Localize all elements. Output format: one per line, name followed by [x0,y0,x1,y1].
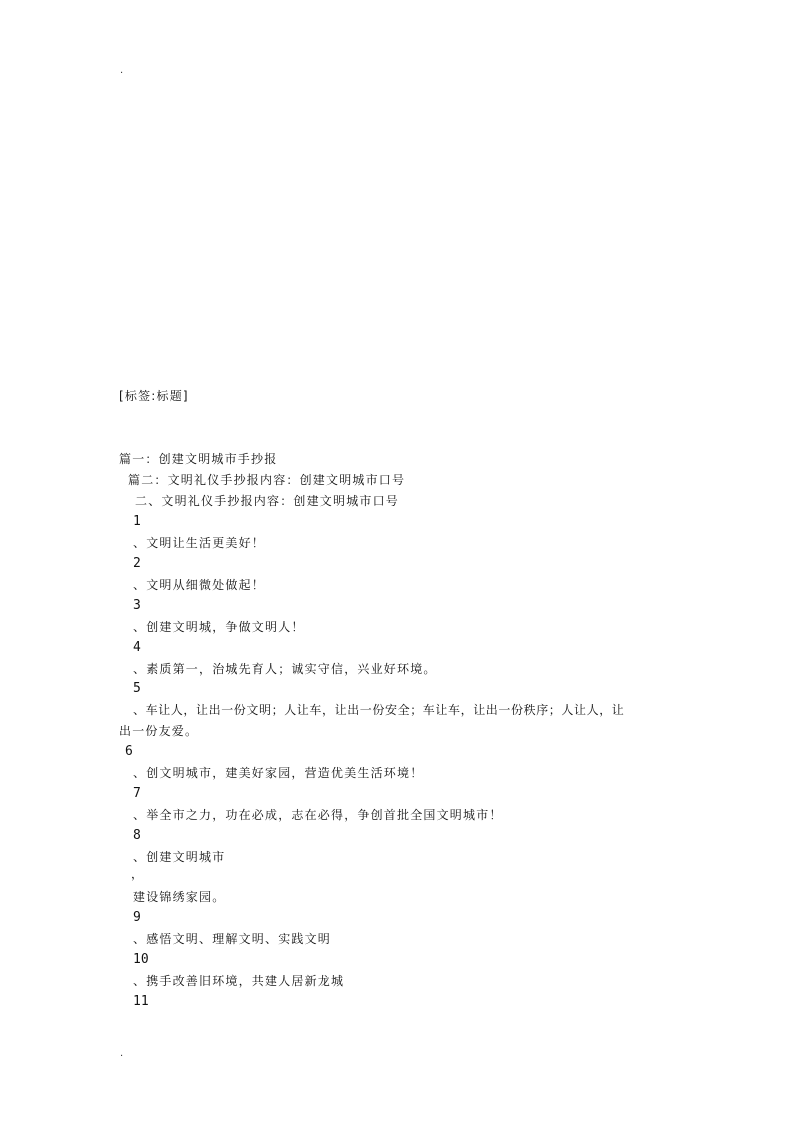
item-text: 、文明从细微处做起！ [133,578,266,592]
item-text: 、感悟文明、理解文明、实践文明 [133,932,332,946]
item-number: 3 [133,598,141,613]
bottom-mark: . [120,1048,124,1059]
top-mark: . [120,65,124,76]
item-number: 9 [133,910,141,925]
item-number: 7 [133,786,141,801]
item-text: 、创建文明城，争做文明人！ [133,620,305,634]
item-number: 8 [133,828,141,843]
item-text: 、携手改善旧环境，共建人居新龙城 [133,974,345,988]
item-number: 5 [133,681,141,696]
item-text: 、创文明城市，建美好家园，营造优美生活环境！ [133,766,424,780]
item-text: 、素质第一，治城先育人；诚实守信，兴业好环境。 [133,662,437,676]
heading-part-2: 篇二：文明礼仪手抄报内容：创建文明城市口号 [128,473,406,487]
item-text: 、举全市之力，功在必成，志在必得，争创首批全国文明城市！ [133,808,503,822]
item-number: 10 [133,952,149,967]
heading-part-1: 篇一：创建文明城市手抄报 [119,452,278,466]
item-number: 1 [133,514,141,529]
item-number: 6 [125,744,133,759]
item-number: 2 [133,556,141,571]
section-heading: 二、文明礼仪手抄报内容：创建文明城市口号 [135,494,400,508]
item-number: 4 [133,640,141,655]
tag-line: [标签:标题] [119,389,189,403]
item-text-continued: 建设锦绣家园。 [133,890,226,904]
item-text: 、文明让生活更美好！ [133,536,266,550]
item-text-continued: 出一份友爱。 [119,724,199,738]
item-number: 11 [133,994,149,1009]
item-text: 、车让人，让出一份文明；人让车，让出一份安全；车让车，让出一份秩序；人让人，让 [133,703,625,717]
item-text-comma: ， [131,867,145,881]
item-text: 、创建文明城市 [133,850,226,864]
